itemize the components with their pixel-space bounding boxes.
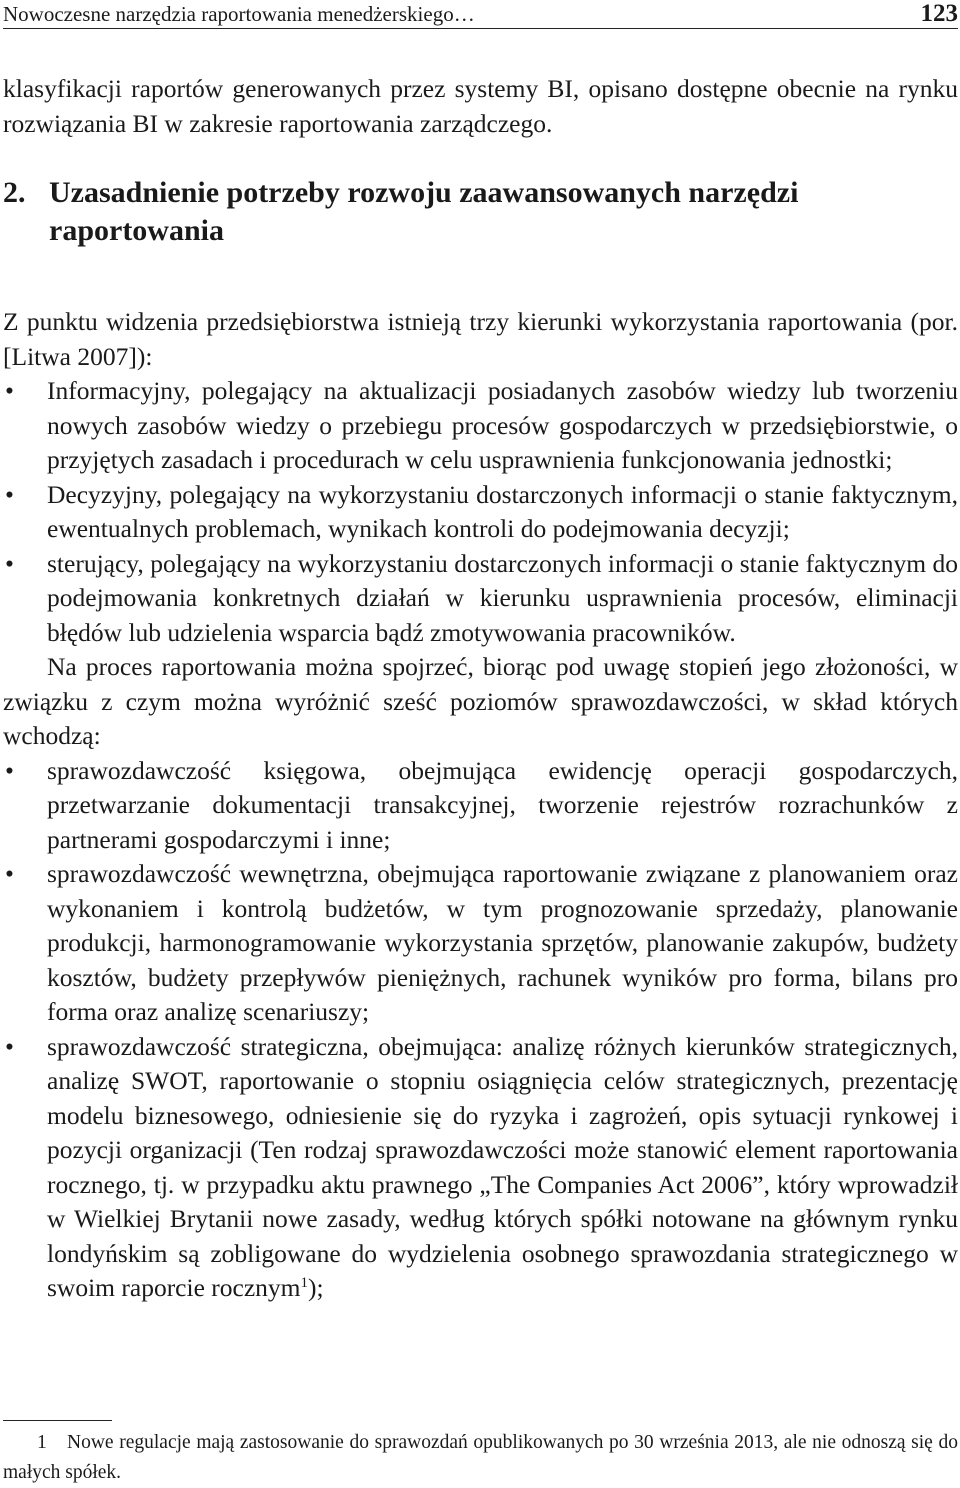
footnote-text: Nowe regulacje mają zastosowanie do sprawozdań opublikowanych po 30 września 2013, ale nie odnoszą się do małych spółek. — [3, 1432, 958, 1483]
page-header — [3, 0, 958, 29]
section-number: 2. — [3, 176, 26, 209]
list-item-text: Decyzyjny, polegający na wykorzystaniu dostarczonych informacji o stanie faktycznym, ewentualnych problemach, wynikach kontroli do podejmowania decyzji; — [47, 479, 958, 543]
footnote-mark: 1 — [37, 1432, 47, 1453]
bullet-icon: • — [5, 479, 14, 509]
list-item — [3, 374, 958, 478]
list-item-suffix: ); — [308, 1273, 324, 1302]
bullet-icon: • — [5, 548, 14, 578]
footnote — [3, 1428, 958, 1488]
page-number: 123 — [920, 0, 958, 27]
bullet-icon: • — [5, 755, 14, 785]
bullet-icon: • — [5, 1031, 14, 1061]
paragraph-directions: Z punktu widzenia przedsiębiorstwa istnieją trzy kierunki wykorzystania raportowania (por. [Litwa 2007]): — [3, 307, 958, 371]
list-item-text: sprawozdawczość strategiczna, obejmująca: analizę różnych kierunków strategicznych, analizę SWOT, raportowanie o stopniu osiągnięcia celów strategicznych, prezentację modelu biznesowego, odniesienie się do ryzyka i zagrożeń, opis sytuacji rynkowej i pozycji organizacji (Ten rodzaj sprawozdawczości może stanowić element raportowania rocznego, tj. w przypadku aktu prawnego „The Companies Act 2006”, który wprowadził w Wielkiej Brytanii nowe zasady, według których spółki notowane na głównym rynku londyńskim są zobligowane do wydzielenia osobnego sprawozdania strategicznego w swoim raporcie rocznym — [47, 1031, 958, 1302]
list-item-text: Informacyjny, polegający na aktualizacji posiadanych zasobów wiedzy lub tworzeniu nowych zasobów wiedzy o przebiegu procesów gospodarczych w przedsiębiorstwie, o przyjętych zasadach i procedurach w celu usprawnienia funkcjonowania jednostki; — [47, 376, 958, 474]
paragraph-levels: Na proces raportowania można spojrzeć, biorąc pod uwagę stopień jego złożoności, w związku z czym można wyróżnić sześć poziomów sprawozdawczości, w skład których wchodzą: — [3, 652, 958, 750]
section-title: Uzasadnienie potrzeby rozwoju zaawansowanych narzędzi raportowania — [49, 176, 799, 247]
footnote-reference[interactable]: 1 — [300, 1275, 308, 1291]
list-reporting-levels — [3, 754, 958, 1306]
bullet-icon: • — [5, 376, 14, 405]
bullet-icon: • — [5, 859, 14, 888]
list-item — [3, 754, 958, 858]
running-title: Nowoczesne narzędzia raportowania menedżerskiego… — [3, 2, 475, 26]
body-text — [3, 72, 958, 1306]
list-item — [3, 547, 958, 651]
list-item-text: sprawozdawczość wewnętrzna, obejmująca raportowanie związane z planowaniem oraz wykonaniem i kontrolą budżetów, w tym prognozowanie sprzedaży, planowanie produkcji, harmonogramowanie wykorzystania sprzętów, planowanie zakupów, budżety kosztów, budżety przepływów pieniężnych, rachunek wyników pro forma, bilans pro forma oraz analizę scenariuszy; — [47, 859, 958, 1026]
footnote-divider — [3, 1420, 112, 1421]
list-item — [3, 478, 958, 547]
list-item — [3, 1030, 958, 1306]
intro-paragraph: klasyfikacji raportów generowanych przez systemy BI, opisano dostępne obecnie na rynku rozwiązania BI w zakresie raportowania zarządczego. — [3, 74, 958, 138]
list-item-text: sprawozdawczość księgowa, obejmująca ewidencję operacji gospodarczych, przetwarzanie dokumentacji transakcyjnej, tworzenie rejestrów rozrachunków z partnerami gospodarczymi i inne; — [47, 755, 958, 854]
list-item — [3, 857, 958, 1030]
list-reporting-directions — [3, 374, 958, 650]
list-item-text: sterujący, polegający na wykorzystaniu dostarczonych informacji o stanie faktycznym do podejmowania konkretnych działań w kierunku usprawnienia procesów, eliminacji błędów lub udzielenia wsparcia bądź zmotywowania pracowników. — [47, 548, 958, 647]
section-heading — [3, 174, 958, 250]
